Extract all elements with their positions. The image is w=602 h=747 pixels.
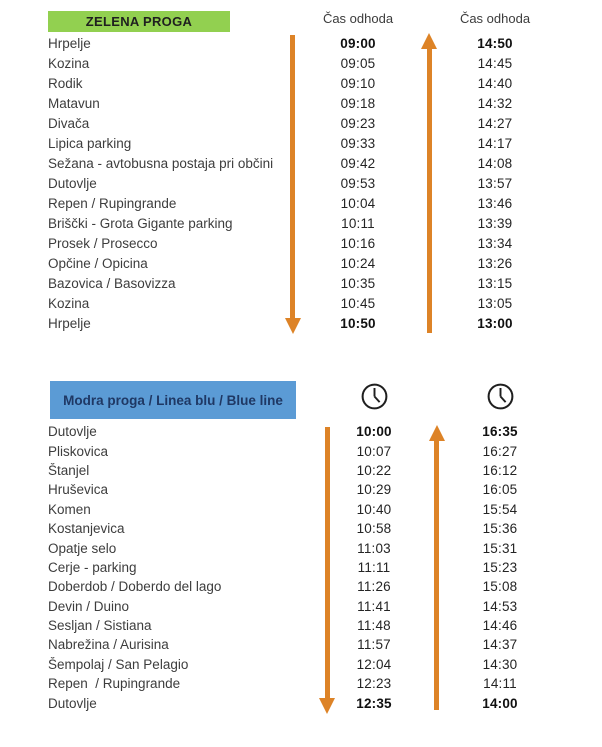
station-name: Hrpelje — [48, 35, 91, 51]
blue-line-table — [0, 422, 602, 713]
return-time: 14:37 — [482, 637, 518, 653]
departure-time: 11:48 — [357, 618, 391, 634]
return-time: 13:39 — [477, 215, 513, 231]
station-name: Dutovlje — [48, 424, 97, 440]
station-row — [0, 253, 602, 273]
station-name: Šempolaj / San Pelagio — [48, 656, 189, 672]
departure-column-header: Čas odhoda — [322, 11, 394, 26]
station-row — [0, 193, 602, 213]
station-name: Prosek / Prosecco — [48, 235, 158, 251]
return-time: 13:00 — [477, 315, 513, 331]
departure-time: 11:11 — [357, 559, 391, 575]
return-time: 16:05 — [482, 482, 518, 498]
station-name: Dutovlje — [48, 175, 97, 191]
return-time: 14:50 — [477, 35, 513, 51]
clock-icon — [432, 382, 568, 411]
green-line-badge: ZELENA PROGA — [48, 11, 230, 32]
return-time: 13:57 — [477, 175, 513, 191]
departure-time: 09:53 — [340, 175, 376, 191]
return-time: 14:45 — [477, 55, 513, 71]
station-row — [0, 519, 602, 538]
return-time: 15:08 — [482, 579, 518, 595]
station-name: Devin / Duino — [48, 598, 130, 614]
station-row — [0, 133, 602, 153]
station-name: Repen / Rupingrande — [48, 195, 177, 211]
station-name: Divača — [48, 115, 90, 131]
return-time: 14:11 — [483, 676, 517, 692]
station-row — [0, 313, 602, 333]
return-time: 14:08 — [477, 155, 513, 171]
station-name: Hruševica — [48, 482, 109, 498]
departure-time: 10:50 — [340, 315, 376, 331]
return-time: 14:53 — [482, 598, 518, 614]
station-row — [0, 422, 602, 441]
station-name: Opčine / Opicina — [48, 255, 148, 271]
return-column-header: Čas odhoda — [459, 11, 531, 26]
departure-time: 09:05 — [340, 55, 376, 71]
station-row — [0, 233, 602, 253]
station-name: Kozina — [48, 55, 90, 71]
departure-time: 12:35 — [356, 695, 392, 711]
station-name: Pliskovica — [48, 443, 109, 459]
return-time: 14:32 — [477, 95, 513, 111]
return-time: 13:15 — [477, 275, 513, 291]
station-row — [0, 538, 602, 557]
departure-time: 10:16 — [340, 235, 376, 251]
station-name: Matavun — [48, 95, 100, 111]
blue-line-section — [0, 374, 602, 747]
departure-time: 10:45 — [340, 295, 376, 311]
departure-time: 12:23 — [356, 676, 392, 692]
departure-time: 09:00 — [340, 35, 376, 51]
return-time: 13:34 — [477, 235, 513, 251]
station-row — [0, 693, 602, 712]
departure-time: 10:58 — [356, 521, 392, 537]
departure-time: 10:29 — [356, 482, 392, 498]
station-row — [0, 597, 602, 616]
return-time: 16:35 — [482, 424, 518, 440]
departure-time: 09:10 — [340, 75, 376, 91]
departure-time: 09:18 — [340, 95, 376, 111]
station-name: Komen — [48, 501, 91, 517]
station-name: Kozina — [48, 295, 90, 311]
departure-time: 10:04 — [340, 195, 376, 211]
clock-icon — [316, 382, 432, 411]
station-name: Dutovlje — [48, 695, 97, 711]
departure-time: 09:33 — [340, 135, 376, 151]
station-name: Štanjel — [48, 462, 90, 478]
departure-time: 10:11 — [341, 215, 375, 231]
return-time: 14:30 — [482, 656, 518, 672]
station-row — [0, 577, 602, 596]
station-row — [0, 635, 602, 654]
return-time: 14:00 — [482, 695, 518, 711]
return-time: 14:17 — [477, 135, 513, 151]
station-name: Cerje - parking — [48, 559, 137, 575]
departure-time: 12:04 — [356, 656, 392, 672]
return-time: 15:54 — [482, 501, 518, 517]
station-row — [0, 293, 602, 313]
blue-line-badge: Modra proga / Linea blu / Blue line — [50, 381, 296, 419]
departure-time: 10:00 — [356, 424, 392, 440]
return-time: 16:12 — [482, 462, 518, 478]
return-time: 14:27 — [477, 115, 513, 131]
station-row — [0, 73, 602, 93]
station-row — [0, 500, 602, 519]
departure-time: 11:41 — [357, 598, 391, 614]
station-row — [0, 655, 602, 674]
station-row — [0, 674, 602, 693]
station-row — [0, 273, 602, 293]
station-name: Doberdob / Doberdo del lago — [48, 579, 222, 595]
departure-time: 11:57 — [357, 637, 391, 653]
station-name: Lipica parking — [48, 135, 132, 151]
station-name: Sežana - avtobusna postaja pri občini — [48, 155, 274, 171]
station-row — [0, 153, 602, 173]
departure-time: 09:23 — [340, 115, 376, 131]
return-time: 13:26 — [477, 255, 513, 271]
return-time: 13:46 — [477, 195, 513, 211]
station-row — [0, 33, 602, 53]
station-row — [0, 113, 602, 133]
station-row — [0, 173, 602, 193]
station-row — [0, 53, 602, 73]
station-row — [0, 461, 602, 480]
green-line-table — [0, 33, 602, 333]
station-name: Kostanjevica — [48, 521, 125, 537]
return-time: 13:05 — [477, 295, 513, 311]
station-row — [0, 558, 602, 577]
departure-time: 10:40 — [356, 501, 392, 517]
station-name: Repen / Rupingrande — [48, 676, 181, 692]
station-row — [0, 93, 602, 113]
station-name: Rodik — [48, 75, 83, 91]
station-row — [0, 441, 602, 460]
departure-time: 10:24 — [340, 255, 376, 271]
return-time: 15:23 — [482, 559, 518, 575]
station-row — [0, 616, 602, 635]
station-row — [0, 480, 602, 499]
departure-time: 09:42 — [340, 155, 376, 171]
departure-time: 10:22 — [356, 462, 392, 478]
return-time: 16:27 — [482, 443, 518, 459]
departure-time: 10:35 — [340, 275, 376, 291]
return-time: 14:46 — [482, 618, 518, 634]
return-time: 15:36 — [482, 521, 518, 537]
station-name: Opatje selo — [48, 540, 117, 556]
departure-time: 11:03 — [357, 540, 391, 556]
station-row — [0, 213, 602, 233]
station-name: Sesljan / Sistiana — [48, 618, 152, 634]
return-time: 14:40 — [477, 75, 513, 91]
station-name: Nabrežina / Aurisina — [48, 637, 169, 653]
station-name: Hrpelje — [48, 315, 91, 331]
station-name: Bazovica / Basovizza — [48, 275, 176, 291]
departure-time: 10:07 — [356, 443, 392, 459]
departure-time: 11:26 — [357, 579, 391, 595]
station-name: Briščki - Grota Gigante parking — [48, 215, 233, 231]
return-time: 15:31 — [482, 540, 518, 556]
